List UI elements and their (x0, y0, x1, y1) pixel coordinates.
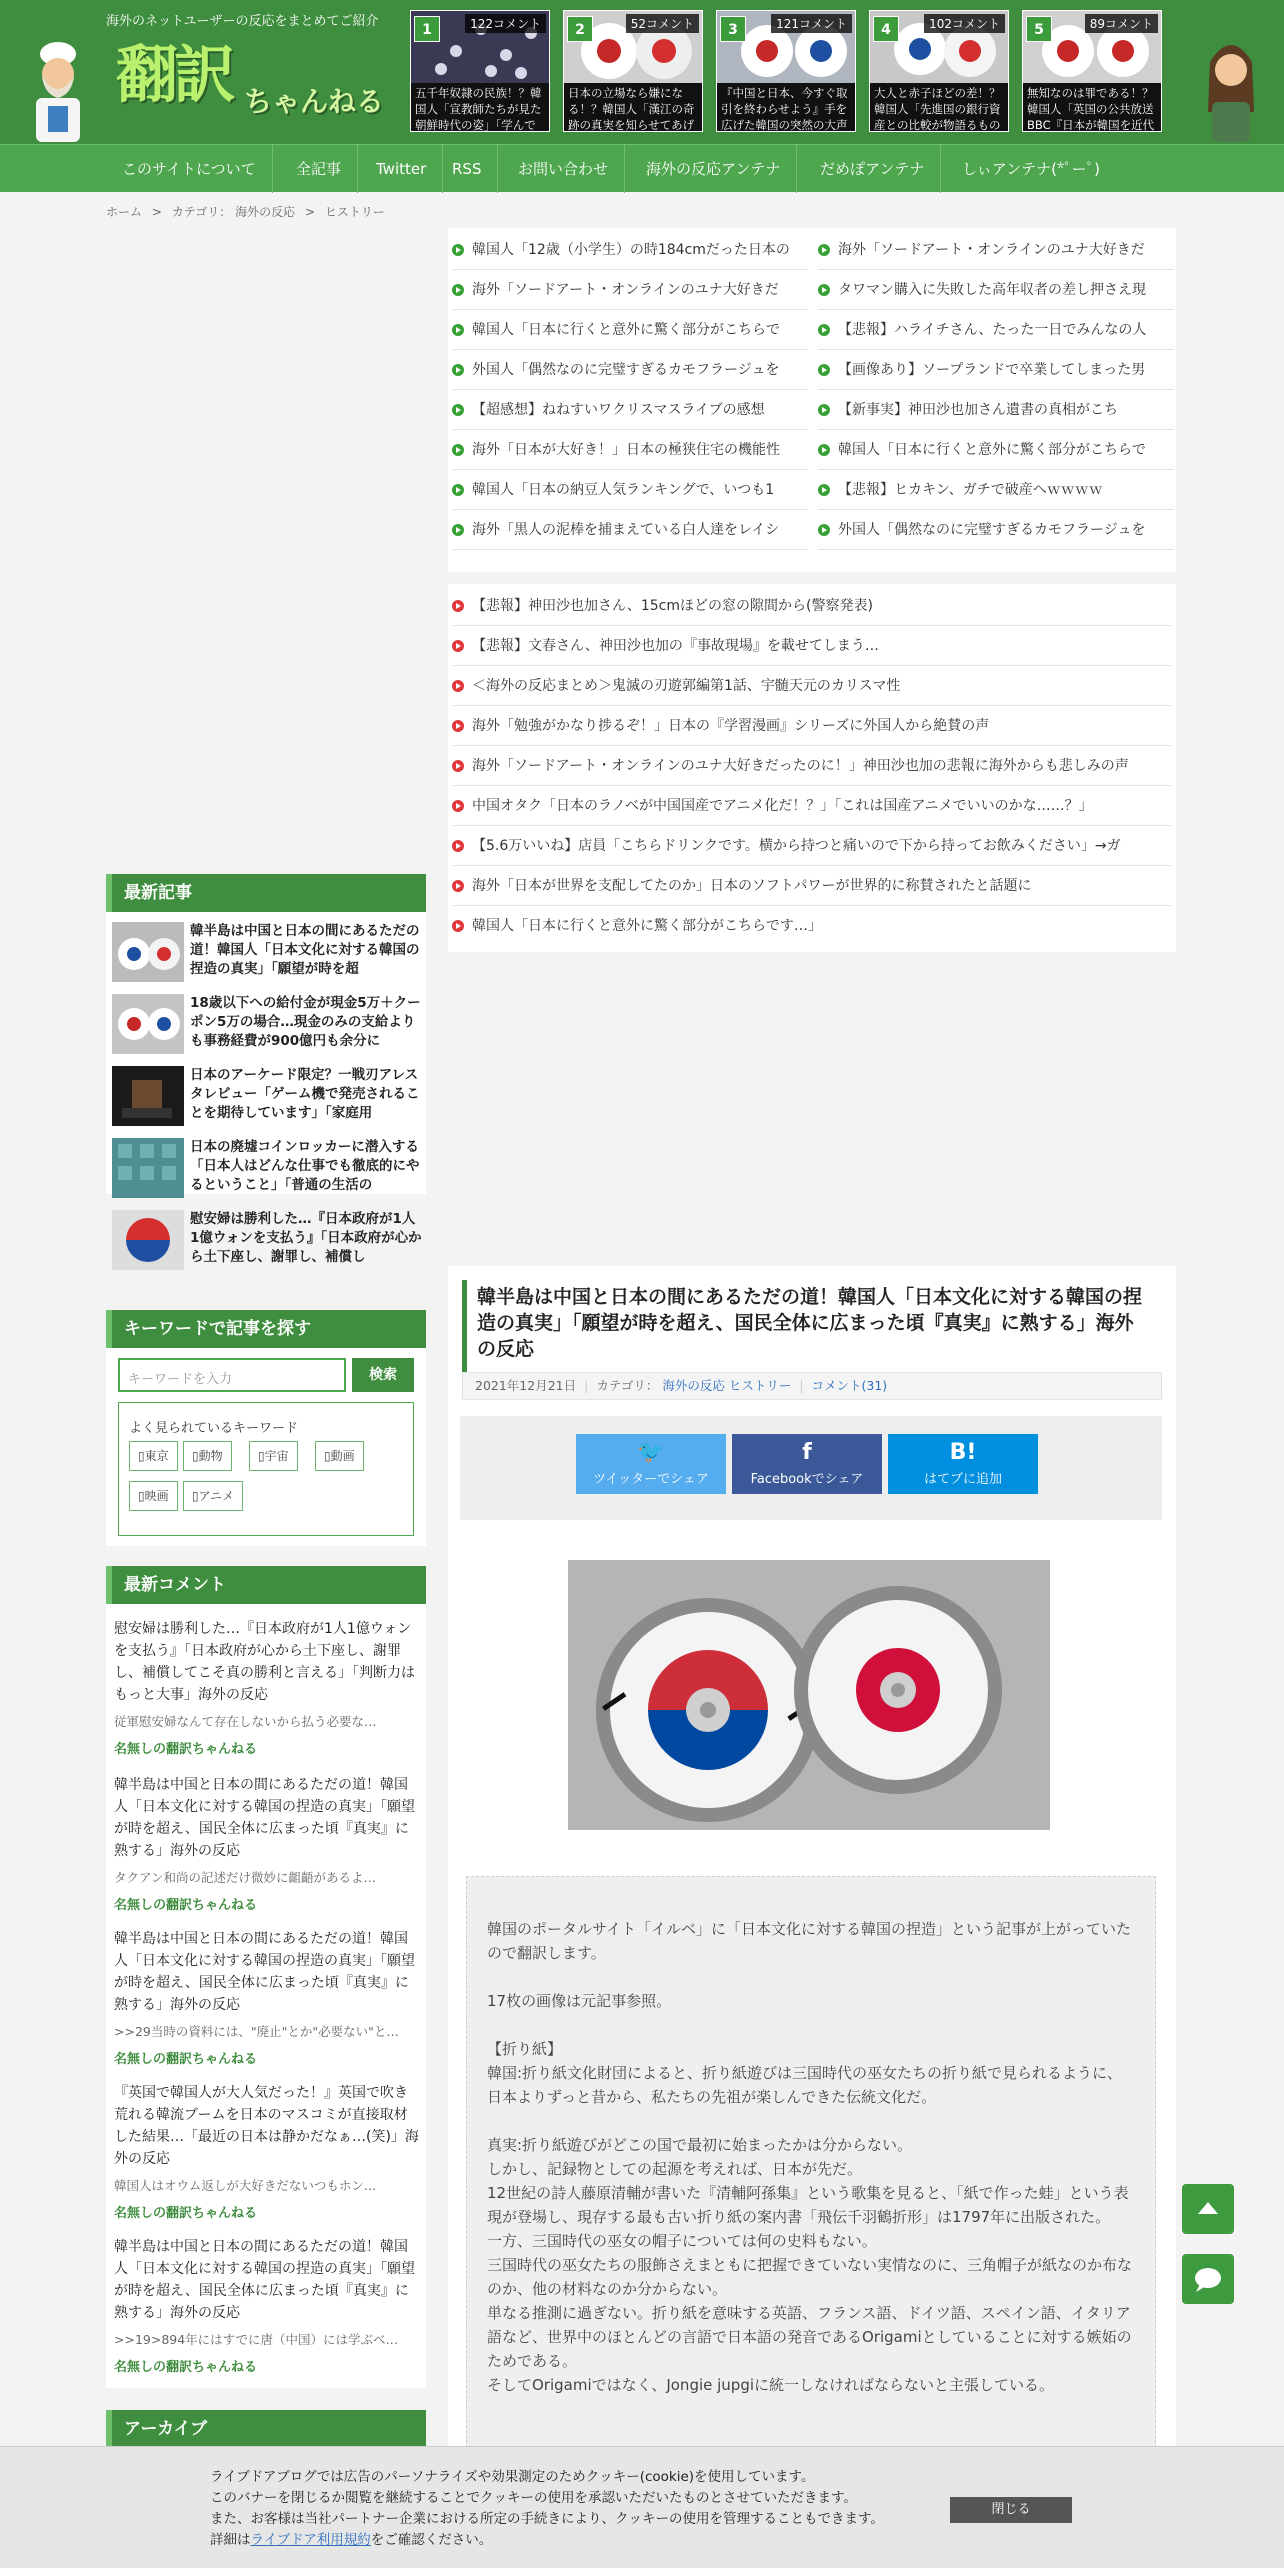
article-meta: 2021年12月21日 | カテゴリ： 海外の反応 ヒストリー | コメント(31) (462, 1372, 1162, 1400)
arrow-bullet-icon (452, 284, 464, 296)
article-body: 韓国のポータルサイト「イルベ」に「日本文化に対する韓国の捏造」という記事が上がっていたので翻訳します。 17枚の画像は元記事参照。 【折り紙】 韓国:折り紙文化財団によると、折り紙遊びは三国時代の巫女たちの折り紙で見られるように、日本よりずっと昔から、私たちの先祖が楽しんできた伝統文化だ。 真実:折り紙遊びがどこの国で最初に始まったかは分からない。 しかし、記録物としての起源を考えれば、日本が先だ。 12世紀の詩人藤原清輔が書いた『清輔阿孫集』という歌集を見ると、「紙で作った蛙」という表現が登場し、現存する最も古い折り紙の案内書「飛伝千羽鶴折形」は1797年に出版された。 一方、三国時代の巫女の帽子については何の史料もない。 三国時代の巫女たちの服飾さえまともに把握できていない実情なのに、三角帽子が紙なのか布なのか、他の材料なのか分からない。 単なる推測に過ぎない。折り紙を意味する英語、フランス語、ドイツ語、スペイン語、イタリア語など、世界中のほとんどの言語で日本語の発音であるOrigamiとしていることに対する嫉妬のためである。 そしてOrigamiではなく、Jongie jupgiに統一しなければならないと主張している。 (466, 1876, 1156, 2568)
share-buttons (460, 1416, 1162, 1520)
ranking-title: 日本の立場なら嫌になる！？韓国人「漢江の奇跡の真実を知らせてあげ (564, 83, 703, 132)
breadcrumb-category[interactable]: 海外の反応 (235, 205, 296, 219)
green-link[interactable]: 外国人「偶然なのに完璧すぎるカモフラージュを (818, 510, 1174, 550)
article-subcategory-link[interactable]: ヒストリー (728, 1378, 792, 1393)
comment-author: 名無しの翻訳ちゃんねる (114, 1742, 258, 1757)
ranking-comment-count: 121コメント (771, 14, 852, 33)
comment-item (114, 1618, 420, 1757)
arrow-bullet-icon (452, 840, 464, 852)
arrow-bullet-icon (818, 324, 830, 336)
sidebar-heading: キーワードで記事を探す (106, 1310, 426, 1348)
arrow-bullet-icon (452, 324, 464, 336)
nav-item-rss[interactable]: RSS (436, 145, 498, 193)
comment-item (114, 2236, 420, 2375)
facebook-share-button[interactable]: f Facebookでシェア (732, 1434, 882, 1494)
breadcrumb-subcategory[interactable]: ヒストリー (324, 205, 385, 219)
arrow-bullet-icon (452, 680, 464, 692)
latest-article-item[interactable]: 慰安婦は勝利した…『日本政府が1人1億ウォンを支払う』「日本政府が心から土下座し、謝罪し、補償し (112, 1210, 422, 1270)
arrow-bullet-icon (818, 444, 830, 456)
green-link[interactable]: 【新事実】神田沙也加さん遺書の真相がこち (818, 390, 1174, 430)
comment-article-link[interactable]: 韓半島は中国と日本の間にあるただの道！韓国人「日本文化に対する韓国の捏造の真実」「願望が時を超え、国民全体に広まった頃『真実』に熟する」海外の反応 (114, 1931, 415, 2013)
cookie-close-button[interactable]: 閉じる (950, 2497, 1072, 2523)
related-links-green (448, 228, 1176, 572)
arrow-bullet-icon (452, 800, 464, 812)
main-nav (0, 144, 1284, 192)
breadcrumb-category-label: カテゴリ： (171, 205, 232, 219)
article-category-label: カテゴリ： (596, 1378, 659, 1393)
comment-item (114, 2082, 420, 2221)
arrow-bullet-icon (452, 640, 464, 652)
red-link[interactable]: ＜海外の反応まとめ＞鬼滅の刃遊郭編第1話、宇髄天元のカリスマ性 (452, 666, 1172, 706)
breadcrumb-separator: > (304, 205, 315, 219)
nav-item-antenna-damepo[interactable]: だめぽアンテナ (804, 145, 941, 193)
red-link[interactable]: 海外「日本が世界を支配してたのか」日本のソフトパワーが世界的に称賛されたと話題に (452, 866, 1172, 906)
sidebar-heading: 最新コメント (106, 1566, 426, 1604)
nav-item-about[interactable]: このサイトについて (106, 145, 273, 193)
ranking-comment-count: 52コメント (626, 14, 699, 33)
ranking-item-2[interactable] (563, 10, 703, 132)
article-title: 韓半島は中国と日本の間にあるただの道！韓国人「日本文化に対する韓国の捏造の真実」「願望が時を超え、国民全体に広まった頃『真実』に熟する」海外の反応 (462, 1280, 1162, 1372)
green-link[interactable]: 海外「ソードアート・オンラインのユナ大好きだ (452, 270, 808, 310)
article-hero-image (568, 1560, 1050, 1830)
article (448, 1266, 1176, 2568)
green-link[interactable]: 【悲報】ヒカキン、ガチで破産へｗｗｗｗ (818, 470, 1174, 510)
green-link[interactable]: 【画像あり】ソープランドで卒業してしまった男 (818, 350, 1174, 390)
ranking-title: 五千年奴隷の民族！？韓国人「宣教師たちが見た朝鮮時代の姿」「学んで (411, 83, 550, 132)
comment-jump-button[interactable] (1182, 2254, 1234, 2304)
arrow-up-icon (1182, 2184, 1234, 2234)
red-link[interactable]: 海外「勉強がかなり捗るぞ！」日本の『学習漫画』シリーズに外国人から絶賛の声 (452, 706, 1172, 746)
ranking-number: 2 (567, 16, 593, 42)
green-link[interactable]: 【超感想】ねねすいワクリスマスライブの感想 (452, 390, 808, 430)
twitter-share-button[interactable]: 🐦 ツイッターでシェア (576, 1434, 726, 1494)
twitter-icon: 🐦 (637, 1440, 665, 1465)
ranking-number: 1 (414, 16, 440, 42)
comment-article-link[interactable]: 韓半島は中国と日本の間にあるただの道！韓国人「日本文化に対する韓国の捏造の真実」「願望が時を超え、国民全体に広まった頃『真実』に熟する」海外の反応 (114, 2239, 415, 2321)
ranking-item-1[interactable] (410, 10, 550, 132)
comment-article-link[interactable]: 『英国で韓国人が大人気だった！』英国で吹き荒れる韓流ブームを日本のマスコミが直接取材した結果…「最近の日本は静かだなぁ…(笑)」海外の反応 (114, 2085, 419, 2167)
comment-author: 名無しの翻訳ちゃんねる (114, 2360, 258, 2375)
arrow-bullet-icon (452, 720, 464, 732)
comment-author: 名無しの翻訳ちゃんねる (114, 2052, 258, 2067)
sidebar-archive (106, 2410, 426, 2448)
article-thumbnail (112, 1066, 184, 1126)
keyword-tag[interactable]: ▯宇宙 (249, 1441, 298, 1471)
comment-author: 名無しの翻訳ちゃんねる (114, 2206, 258, 2221)
ranking-title: 無知なのは罪である！？韓国人「英国の公共放送BBC『日本が韓国を近代 (1023, 83, 1162, 132)
arrow-bullet-icon (452, 760, 464, 772)
ranking-title: 『中国と日本、今すぐ取引を終わらせよう』手を広げた韓国の突然の大声 (717, 83, 856, 132)
related-links-red (448, 584, 1176, 952)
hatena-bookmark-button[interactable]: B! はてブに追加 (888, 1434, 1038, 1494)
ranking-number: 4 (873, 16, 899, 42)
sidebar-latest-articles (106, 874, 426, 1265)
green-link[interactable]: 海外「日本が大好き！」日本の極狭住宅の機能性 (452, 430, 808, 470)
popular-keywords (118, 1402, 414, 1536)
popular-keywords-label: よく見られているキーワード (129, 1421, 299, 1436)
breadcrumb-separator: > (151, 205, 162, 219)
green-link[interactable]: 外国人「偶然なのに完璧すぎるカモフラージュを (452, 350, 808, 390)
keyword-tag[interactable]: ▯アニメ (183, 1481, 243, 1511)
green-link[interactable]: 海外「黒人の泥棒を捕まえている白人達をレイシ (452, 510, 808, 550)
chat-bubble-icon (1182, 2254, 1234, 2304)
red-link[interactable]: 【5.6万いいね】店員「こちらドリンクです。横から持つと痛いので下から持ってお飲みください」→ガ (452, 826, 1172, 866)
comment-excerpt: >>29当時の資料には、"廃止"とか"必要ない"と… (114, 2024, 399, 2039)
arrow-bullet-icon (452, 404, 464, 416)
latest-article-item[interactable]: 日本の廃墟コインロッカーに潜入する「日本人はどんな仕事でも徹底的にやるということ」「普通の生活の (112, 1138, 422, 1206)
article-date: 2021年12月21日 (475, 1378, 577, 1393)
nav-item-all-articles[interactable]: 全記事 (280, 145, 358, 193)
ranking-title: 大人と赤子ほどの差！？韓国人「先進国の銀行資産との比較が物語るもの (870, 83, 1009, 132)
arrow-bullet-icon (818, 404, 830, 416)
red-link[interactable]: 【悲報】神田沙也加さん、15cmほどの窓の隙間から(警察発表) (452, 586, 1172, 626)
keyword-search-button[interactable]: 検索 (352, 1358, 414, 1392)
sidebar-keyword-search (106, 1310, 426, 1546)
scroll-top-button[interactable] (1182, 2184, 1234, 2234)
arrow-bullet-icon (818, 524, 830, 536)
arrow-bullet-icon (818, 364, 830, 376)
arrow-bullet-icon (452, 600, 464, 612)
arrow-bullet-icon (452, 244, 464, 256)
latest-article-item[interactable]: 韓半島は中国と日本の間にあるただの道！韓国人「日本文化に対する韓国の捏造の真実」「願望が時を超 (112, 922, 422, 990)
comment-excerpt: 韓国人はオウム返しが大好きだないつもホン… (114, 2178, 377, 2193)
arrow-bullet-icon (452, 484, 464, 496)
arrow-bullet-icon (452, 364, 464, 376)
site-header (0, 0, 1284, 144)
facebook-icon: f (802, 1440, 812, 1465)
article-thumbnail (112, 1138, 184, 1198)
site-tagline: 海外のネットユーザーの反応をまとめてご紹介 (106, 14, 379, 29)
nav-item-twitter[interactable]: Twitter (360, 145, 443, 193)
comment-article-link[interactable]: 韓半島は中国と日本の間にあるただの道！韓国人「日本文化に対する韓国の捏造の真実」「願望が時を超え、国民全体に広まった頃『真実』に熟する」海外の反応 (114, 1777, 415, 1859)
keyword-tag[interactable]: ▯動画 (315, 1441, 364, 1471)
comment-excerpt: >>19>894年にはすでに唐（中国）には学ぶべ… (114, 2332, 399, 2347)
arrow-bullet-icon (452, 444, 464, 456)
keyword-tag[interactable]: ▯動物 (183, 1441, 232, 1471)
ranking-item-3[interactable] (716, 10, 856, 132)
keyword-tag[interactable]: ▯東京 (129, 1441, 178, 1471)
article-comments-link[interactable]: コメント(31) (811, 1378, 888, 1393)
green-link[interactable]: タワマン購入に失敗した高年収者の差し押さえ現 (818, 270, 1174, 310)
breadcrumb-home[interactable]: ホーム (106, 205, 143, 219)
comment-item (114, 1928, 420, 2067)
green-link[interactable]: 韓国人「12歳（小学生）の時184cmだった日本の (452, 230, 808, 270)
breadcrumb (106, 203, 385, 220)
green-link[interactable]: 海外「ソードアート・オンラインのユナ大好きだ (818, 230, 1174, 270)
keyword-search-input[interactable]: キーワードを入力 (118, 1358, 346, 1392)
nav-item-antenna-kaigai[interactable]: 海外の反応アンテナ (630, 145, 797, 193)
comment-article-link[interactable]: 慰安婦は勝利した…『日本政府が1人1億ウォンを支払う』「日本政府が心から土下座し、謝罪し、補償してこそ真の勝利と言える」「判断力はもっと大事」海外の反応 (114, 1621, 415, 1703)
site-logo-sub[interactable]: ちゃんねる (244, 85, 385, 118)
red-link[interactable]: 韓国人「日本に行くと意外に驚く部分がこちらです…」 (452, 906, 1172, 946)
ranking-item-4[interactable] (869, 10, 1009, 132)
ranking-item-5[interactable] (1022, 10, 1162, 132)
ranking-comment-count: 102コメント (924, 14, 1005, 33)
nav-item-contact[interactable]: お問い合わせ (502, 145, 625, 193)
arrow-bullet-icon (452, 880, 464, 892)
arrow-bullet-icon (818, 484, 830, 496)
green-link[interactable]: 韓国人「日本に行くと意外に驚く部分がこちらで (452, 310, 808, 350)
hatena-icon: B! (949, 1440, 977, 1465)
keyword-tag[interactable]: ▯映画 (129, 1481, 178, 1511)
green-link[interactable]: 韓国人「日本の納豆人気ランキングで、いつも1 (452, 470, 808, 510)
arrow-bullet-icon (818, 284, 830, 296)
ranking-number: 5 (1026, 16, 1052, 42)
article-thumbnail (112, 994, 184, 1054)
cookie-terms-link[interactable]: ライブドア利用規約 (250, 2532, 371, 2548)
latest-article-item[interactable]: 18歳以下への給付金が現金5万＋クーポン5万の場合…現金のみの支給よりも事務経費が900億円も余分に (112, 994, 422, 1062)
comment-excerpt: 従軍慰安婦なんて存在しないから払う必要な… (114, 1714, 377, 1729)
comment-item (114, 1774, 420, 1913)
green-link[interactable]: 【悲報】ハライチさん、たった一日でみんなの人 (818, 310, 1174, 350)
sidebar-latest-comments (106, 1566, 426, 2388)
comment-excerpt: タクアン和尚の記述だけ微妙に齟齬があるよ… (114, 1870, 377, 1885)
site-logo[interactable]: 翻訳 (116, 38, 233, 111)
cookie-banner (0, 2446, 1284, 2568)
red-link[interactable]: 海外「ソードアート・オンラインのユナ大好きだったのに！」神田沙也加の悲報に海外からも悲しみの声 (452, 746, 1172, 786)
comment-author: 名無しの翻訳ちゃんねる (114, 1898, 258, 1913)
ranking-comment-count: 89コメント (1085, 14, 1158, 33)
article-thumbnail (112, 1210, 184, 1270)
latest-article-item[interactable]: 日本のアーケード限定？一戦刃アレスタレビュー「ゲーム機で発売されることを期待しています」「家庭用 (112, 1066, 422, 1134)
ranking-comment-count: 122コメント (465, 14, 546, 33)
article-category-link[interactable]: 海外の反応 (662, 1378, 725, 1393)
green-link[interactable]: 韓国人「日本に行くと意外に驚く部分がこちらで (818, 430, 1174, 470)
woman-mascot-icon (1196, 32, 1266, 142)
sidebar-heading: アーカイブ (106, 2410, 426, 2448)
article-thumbnail (112, 922, 184, 982)
arrow-bullet-icon (452, 524, 464, 536)
cookie-text: ライブドアブログでは広告のパーソナライズや効果測定のためクッキー(cookie)を使用しています。 このバナーを閉じるか閲覧を継続することでクッキーの使用を承認いただいたものとさせていただきます。 また、お客様は当社パートナー企業における所定の手続きにより、クッキーの使用を管理することもできます。 詳細はライブドア利用規約をご確認ください。 (210, 2469, 884, 2548)
arrow-bullet-icon (818, 244, 830, 256)
nav-item-antenna-shii[interactable]: しぃアンテナ(*ﾟーﾟ) (962, 160, 1100, 178)
red-link[interactable]: 中国オタク「日本のラノベが中国国産でアニメ化だ！？」「これは国産アニメでいいのかな……？」 (452, 786, 1172, 826)
chef-mascot-icon (22, 32, 94, 142)
ranking-number: 3 (720, 16, 746, 42)
arrow-bullet-icon (452, 920, 464, 932)
sidebar-heading: 最新記事 (106, 874, 426, 912)
red-link[interactable]: 【悲報】文春さん、神田沙也加の『事故現場』を載せてしまう… (452, 626, 1172, 666)
